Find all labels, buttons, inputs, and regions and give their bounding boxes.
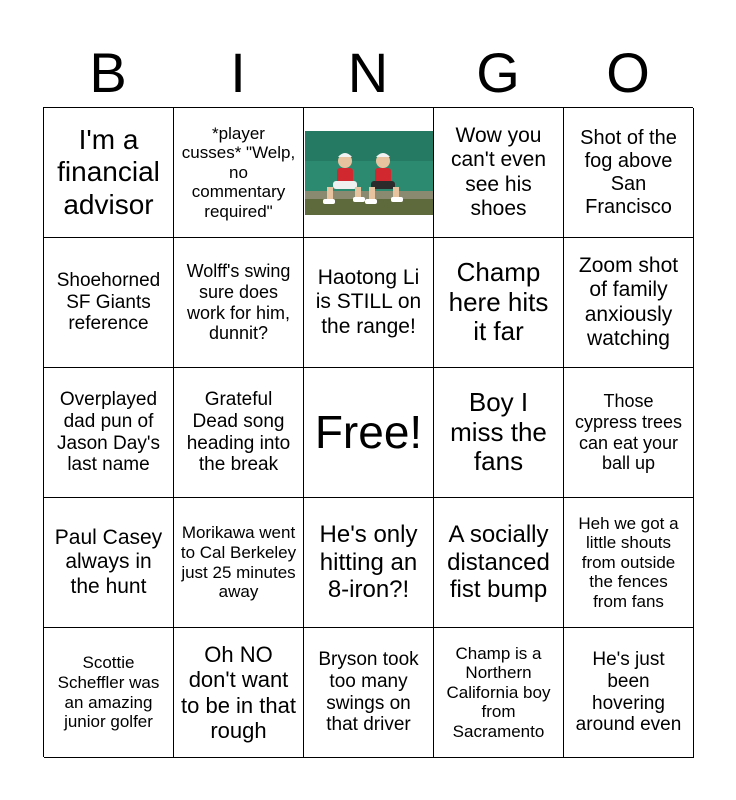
- bingo-cell[interactable]: He's just been hovering around even: [564, 628, 694, 758]
- bingo-header: [43, 40, 693, 106]
- bingo-cell[interactable]: Shoehorned SF Giants reference: [44, 238, 174, 368]
- bingo-cell[interactable]: *player cusses* "Welp, no commentary required": [174, 108, 304, 238]
- bingo-cell[interactable]: Boy I miss the fans: [434, 368, 564, 498]
- bingo-cell[interactable]: Champ is a Northern California boy from Sacramento: [434, 628, 564, 758]
- bingo-cell[interactable]: Haotong Li is STILL on the range!: [304, 238, 434, 368]
- bingo-cell[interactable]: Morikawa went to Cal Berkeley just 25 minutes away: [174, 498, 304, 628]
- bingo-cell[interactable]: He's only hitting an 8-iron?!: [304, 498, 434, 628]
- bingo-cell[interactable]: Those cypress trees can eat your ball up: [564, 368, 694, 498]
- bingo-cell[interactable]: Champ here hits it far: [434, 238, 564, 368]
- bingo-cell[interactable]: Zoom shot of family anxiously watching: [564, 238, 694, 368]
- bingo-cell[interactable]: I'm a financial advisor: [44, 108, 174, 238]
- bingo-cell[interactable]: Bryson took too many swings on that driver: [304, 628, 434, 758]
- bingo-cell[interactable]: Scottie Scheffler was an amazing junior golfer: [44, 628, 174, 758]
- bingo-cell[interactable]: Heh we got a little shouts from outside the fences from fans: [564, 498, 694, 628]
- bingo-card: [43, 107, 693, 757]
- header-letter-b: B: [89, 41, 127, 104]
- bingo-cell[interactable]: Oh NO don't want to be in that rough: [174, 628, 304, 758]
- bingo-cell[interactable]: Overplayed dad pun of Jason Day's last name: [44, 368, 174, 498]
- bingo-cell-photo[interactable]: [304, 108, 434, 238]
- bingo-cell[interactable]: Shot of the fog above San Francisco: [564, 108, 694, 238]
- boys-photo-image: [305, 131, 433, 215]
- header-letter-n: N: [347, 41, 389, 104]
- bingo-cell[interactable]: Grateful Dead song heading into the break: [174, 368, 304, 498]
- header-letter-o: O: [606, 41, 650, 104]
- bingo-cell-free[interactable]: Free!: [304, 368, 434, 498]
- bingo-cell[interactable]: A socially distanced fist bump: [434, 498, 564, 628]
- header-letter-g: G: [476, 41, 520, 104]
- header-letter-i: I: [230, 41, 246, 104]
- bingo-cell[interactable]: Paul Casey always in the hunt: [44, 498, 174, 628]
- bingo-cell[interactable]: Wolff's swing sure does work for him, dunnit?: [174, 238, 304, 368]
- bingo-cell[interactable]: Wow you can't even see his shoes: [434, 108, 564, 238]
